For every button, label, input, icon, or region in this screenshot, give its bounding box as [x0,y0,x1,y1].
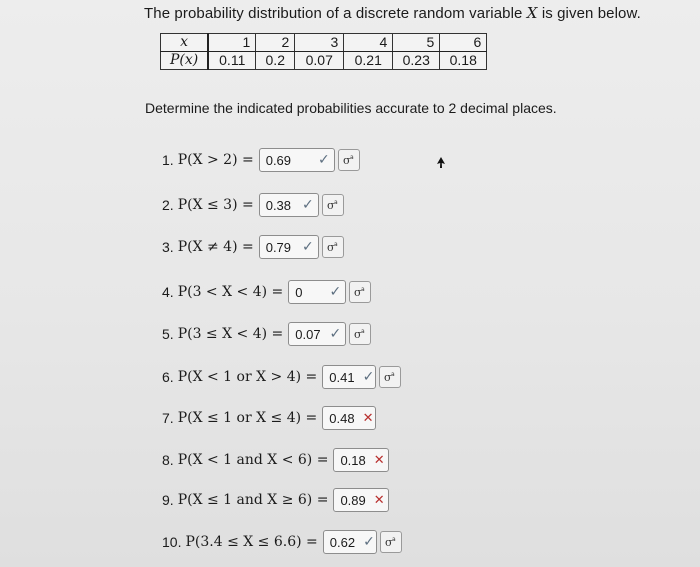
question-number: 6. [162,369,174,385]
question-2 [162,193,344,217]
question-expression: P(X < 1 and X < 6) = [177,452,329,468]
answer-field[interactable] [323,530,377,554]
svg-text:σ: σ [354,286,362,298]
answer-value: 0.79 [265,239,292,255]
check-icon: ✓ [301,197,314,213]
question-expression: P(X ≤ 1 or X ≤ 4) = [177,410,318,426]
question-number: 3. [162,239,174,255]
svg-text:σ: σ [384,536,393,548]
answer-field[interactable] [322,406,376,430]
question-10 [162,530,402,554]
question-8 [162,448,389,472]
svg-text:a: a [361,328,365,335]
mouse-cursor-icon [435,156,447,170]
svg-text:a: a [333,199,338,206]
cross-icon: ✕ [373,452,385,468]
x-value: 5 [393,34,440,52]
sigma-icon [326,241,340,253]
question-number: 4. [162,284,174,300]
distribution-table [160,33,487,70]
intro-text-before: The probability distribution of a discrete random variable [144,5,527,22]
probability-row [161,52,487,70]
question-number: 8. [162,452,174,468]
check-icon: ✓ [301,239,314,255]
question-number: 9. [162,492,174,508]
random-variable-symbol: X [526,4,538,22]
answer-field[interactable] [259,235,319,259]
answer-value: 0.48 [329,410,355,426]
svg-text:a: a [333,241,338,248]
answer-field[interactable] [259,148,335,172]
probability-value: 0.18 [440,52,487,70]
answer-value: 0.07 [295,326,321,342]
problem-statement [144,4,641,22]
x-value: 1 [208,34,256,52]
answer-field[interactable] [333,448,389,472]
sigma-icon [342,154,356,166]
check-icon: ✓ [362,369,375,385]
probability-value: 0.2 [256,52,295,70]
math-keyboard-button[interactable] [380,531,402,553]
probability-value: 0.23 [393,52,440,70]
math-keyboard-button[interactable] [379,366,401,388]
instruction-text: Determine the indicated probabilities accurate to 2 decimal places. [145,100,557,116]
question-expression: P(X ≠ 4) = [177,239,254,255]
question-4 [162,280,371,304]
answer-field[interactable] [288,322,346,346]
question-5 [162,322,371,346]
math-keyboard-button[interactable] [349,323,371,345]
math-keyboard-button[interactable] [349,281,371,303]
question-9 [162,488,389,512]
question-number: 5. [162,326,174,342]
x-value: 2 [256,34,295,52]
math-keyboard-button[interactable] [338,149,360,171]
svg-text:a: a [391,536,396,543]
answer-value: 0.69 [265,152,292,168]
svg-text:a: a [361,286,365,293]
answer-value: 0.89 [340,492,366,508]
question-number: 2. [162,197,174,213]
sigma-icon [353,328,367,340]
check-icon: ✓ [329,284,342,300]
question-7 [162,406,376,430]
cross-icon: ✕ [362,410,374,426]
svg-text:σ: σ [354,328,362,340]
x-value: 4 [344,34,393,52]
question-6 [162,365,401,389]
question-expression: P(3.4 ≤ X ≤ 6.6) = [185,534,318,550]
svg-text:σ: σ [384,371,392,383]
question-number: 1. [162,152,174,168]
answer-value: 0.62 [329,534,356,550]
probability-value: 0.07 [295,52,344,70]
probability-value: 0.21 [344,52,393,70]
p-header: P(x) [161,52,209,70]
sigma-icon [383,371,397,383]
question-expression: P(3 ≤ X < 4) = [177,326,284,342]
answer-field[interactable] [322,365,376,389]
sigma-icon [326,199,340,211]
answer-value: 0.41 [329,369,355,385]
question-number: 7. [162,410,174,426]
question-number: 10. [162,534,182,550]
x-header: x [161,34,209,52]
intro-text-after: is given below. [537,5,641,22]
answer-value: 0.18 [340,452,366,468]
x-value: 6 [440,34,487,52]
sigma-icon [353,286,367,298]
question-3 [162,235,344,259]
answer-field[interactable] [259,193,319,217]
answer-value: 0.38 [265,197,292,213]
question-1 [162,148,360,172]
math-keyboard-button[interactable] [322,236,344,258]
probability-value: 0.11 [208,52,256,70]
question-expression: P(3 < X < 4) = [177,284,284,300]
cross-icon: ✕ [373,492,385,508]
answer-value: 0 [295,284,303,300]
question-expression: P(X ≤ 1 and X ≥ 6) = [177,492,329,508]
answer-field[interactable] [333,488,389,512]
svg-text:σ: σ [342,154,351,166]
question-expression: P(X > 2) = [177,152,254,168]
check-icon: ✓ [317,152,330,168]
question-expression: P(X < 1 or X > 4) = [177,369,318,385]
math-keyboard-button[interactable] [322,194,344,216]
check-icon: ✓ [329,326,342,342]
svg-text:σ: σ [326,241,335,253]
svg-text:σ: σ [326,199,335,211]
svg-text:a: a [349,154,354,161]
answer-field[interactable] [288,280,346,304]
x-value: 3 [295,34,344,52]
question-expression: P(X ≤ 3) = [177,197,254,213]
x-values-row [161,34,487,52]
sigma-icon [384,536,398,548]
check-icon: ✓ [363,534,375,550]
svg-text:a: a [391,371,395,378]
